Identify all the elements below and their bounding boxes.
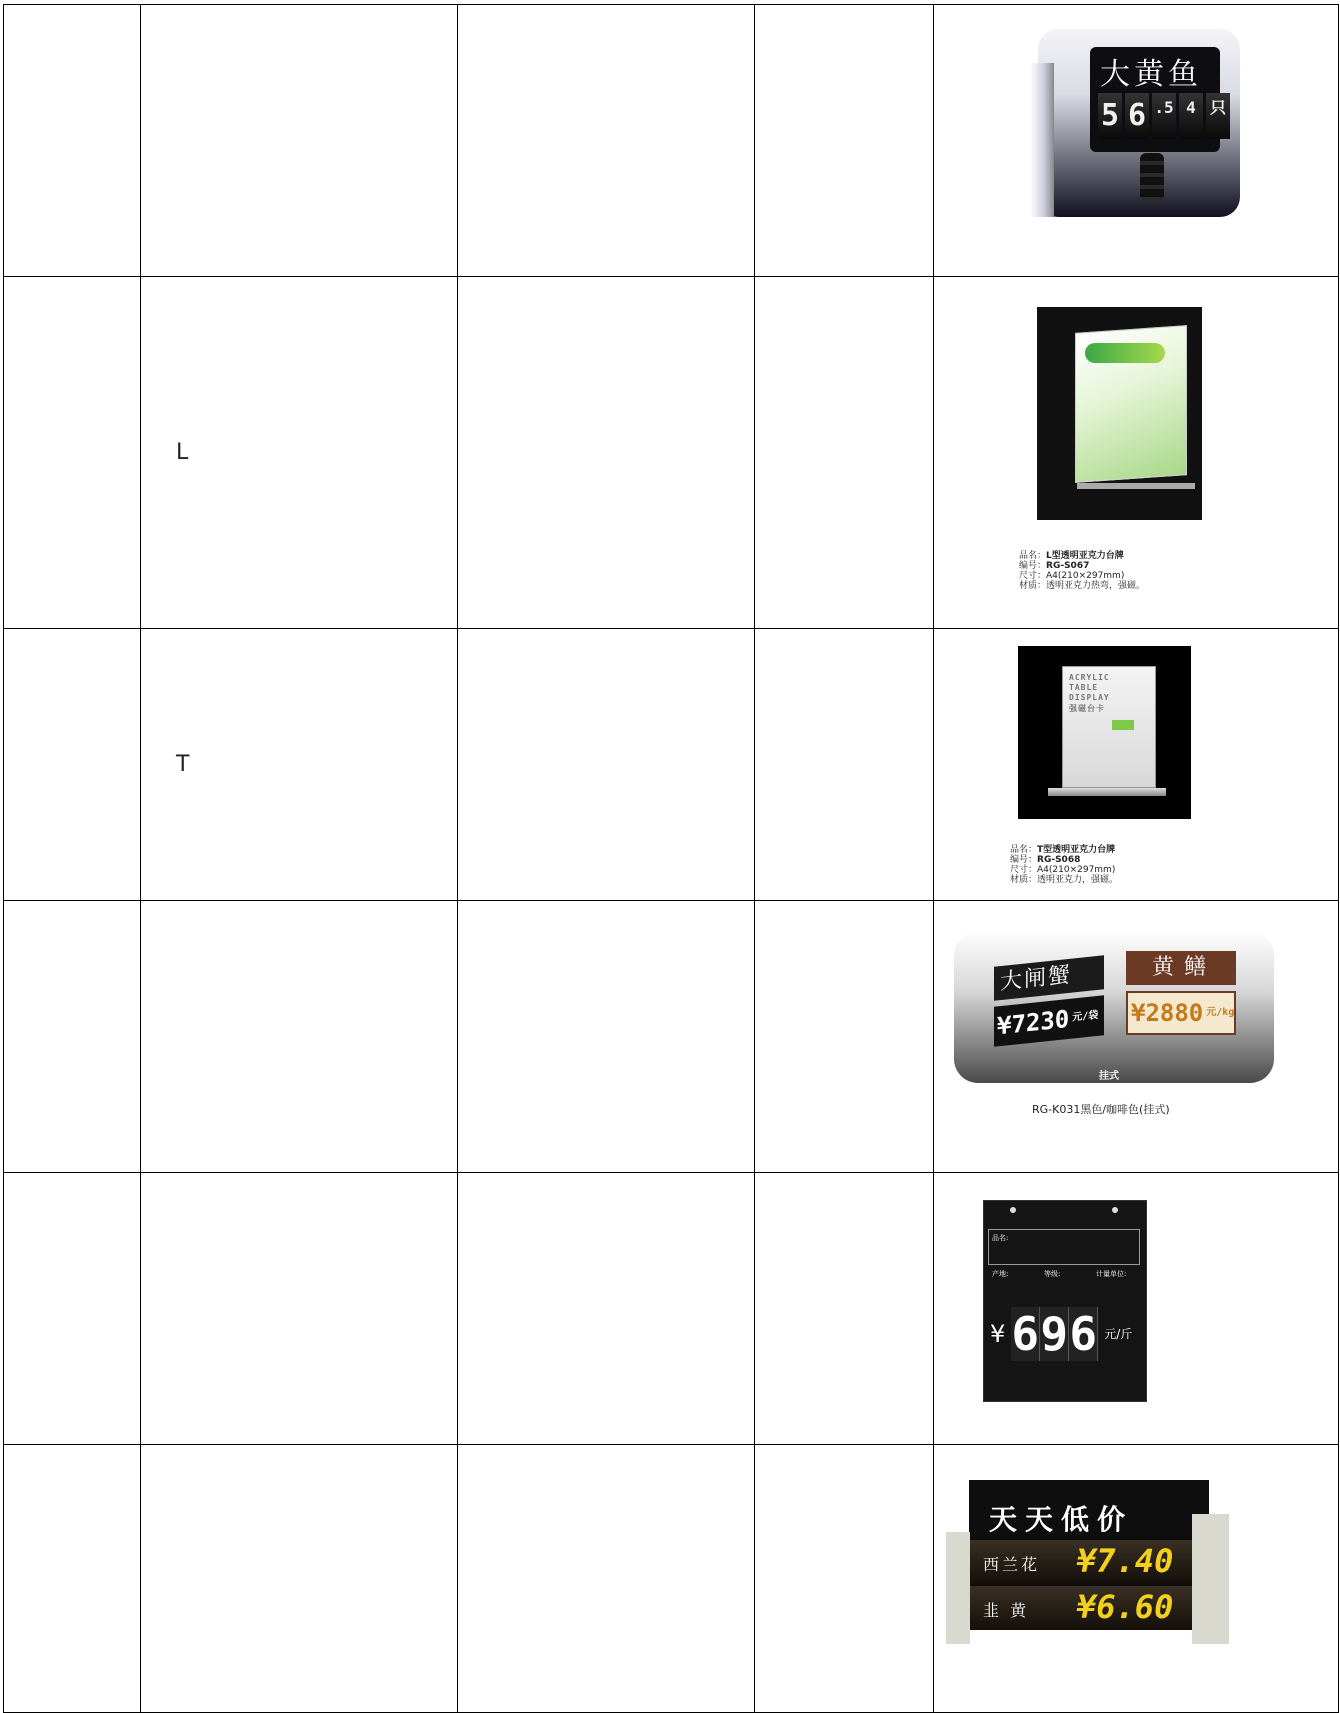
- type-label: L: [176, 440, 189, 465]
- hanging-hole: [1010, 1207, 1016, 1213]
- type-cell: [141, 901, 458, 1173]
- desc-cell: [458, 1173, 755, 1445]
- fish-price-sign-image: [1030, 27, 1240, 217]
- sign-digits: [1098, 93, 1230, 139]
- price-line: 西兰花 ¥7.40: [969, 1540, 1209, 1584]
- desc-cell: [458, 1445, 755, 1713]
- hanging-hole: [1112, 1207, 1118, 1213]
- type-cell: [141, 5, 458, 277]
- spec-cell: [755, 629, 934, 901]
- sign-unit: 只: [1206, 93, 1230, 139]
- table-row: [4, 901, 1339, 1173]
- product-image-cell: [934, 1445, 1339, 1713]
- mount-label: 挂式: [1099, 1071, 1119, 1082]
- table-row: [4, 5, 1339, 277]
- price-digits: ¥ 6 9 6 元/斤: [990, 1307, 1133, 1361]
- spec-cell: [755, 5, 934, 277]
- desc-cell: [458, 277, 755, 629]
- l-stand-spec: 品名：L型透明亚克力台牌 编号：RG-S067 尺寸：A4(210×297mm) 材质：透明亚克力热弯，强磁。: [1019, 551, 1146, 591]
- price-line: 韭 黄 ¥6.60: [969, 1586, 1209, 1630]
- product-image-cell: [934, 901, 1339, 1173]
- table-row: [4, 1445, 1339, 1713]
- index-cell: [4, 5, 141, 277]
- spec-cell: [755, 1173, 934, 1445]
- desc-cell: [458, 629, 755, 901]
- t-stand-spec: 品名：T型透明亚克力台牌 编号：RG-S068 尺寸：A4(210×297mm) 材质：透明亚克力，强磁。: [1010, 845, 1119, 885]
- type-cell: [141, 1445, 458, 1713]
- index-cell: [4, 629, 141, 901]
- l-stand-photo: [1037, 307, 1202, 520]
- crab-price-board: 大闸蟹 ¥7230 元/袋: [994, 961, 1104, 1041]
- index-cell: [4, 1445, 141, 1713]
- desc-cell: [458, 5, 755, 277]
- type-cell: [141, 277, 458, 629]
- hanging-price-boards-image: [954, 931, 1274, 1083]
- t-stand-photo: ACRYLIC TABLE DISPLAY 强磁台卡: [1018, 646, 1191, 819]
- index-cell: [4, 277, 141, 629]
- index-cell: [4, 1173, 141, 1445]
- board-title: 天天低价: [989, 1503, 1134, 1536]
- spec-cell: [755, 901, 934, 1173]
- type-label: T: [176, 752, 190, 777]
- table-row: [4, 1173, 1339, 1445]
- sign-digit: 5: [1098, 93, 1122, 139]
- table-row: [4, 629, 1339, 901]
- desc-cell: [458, 901, 755, 1173]
- product-image-cell: [934, 629, 1339, 901]
- spec-cell: [755, 1445, 934, 1713]
- spec-cell: [755, 277, 934, 629]
- sign-digit: 4: [1179, 93, 1203, 139]
- product-image-cell: [934, 277, 1339, 629]
- product-caption: RG-K031黑色/咖啡色(挂式): [1032, 1103, 1170, 1116]
- product-image-cell: [934, 5, 1339, 277]
- product-image-cell: [934, 1173, 1339, 1445]
- type-cell: [141, 1173, 458, 1445]
- type-cell: [141, 629, 458, 901]
- daily-low-price-board-image: [969, 1480, 1209, 1630]
- sign-digit: .5: [1152, 93, 1176, 139]
- sign-fish-name: 大黄鱼: [1100, 57, 1202, 92]
- black-price-card-image: 品名: 产地: 等级: 计量单位: ¥ 6 9 6 元/斤: [983, 1200, 1147, 1402]
- product-table: [3, 4, 1339, 1713]
- table-row: [4, 277, 1339, 629]
- sign-digit: 6: [1125, 93, 1149, 139]
- index-cell: [4, 901, 141, 1173]
- eel-price-board: 黄鳝 ¥2880 元/kg: [1126, 951, 1236, 1035]
